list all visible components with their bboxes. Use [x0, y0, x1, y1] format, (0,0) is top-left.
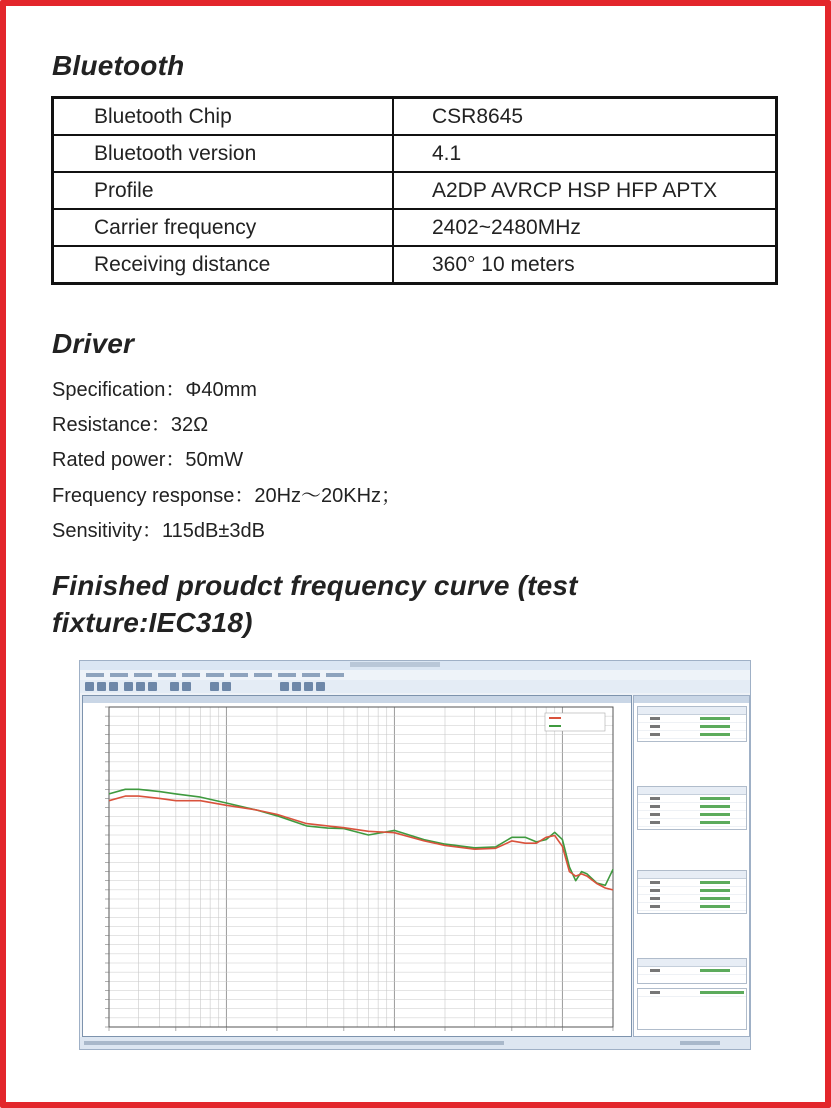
spec-value: 2402~2480MHz — [393, 209, 777, 246]
curve-heading-line2: fixture:IEC318) — [52, 607, 253, 638]
plot-window — [82, 695, 632, 1037]
window-statusbar — [80, 1037, 750, 1049]
driver-spec-line: Specification：Φ40mm — [52, 379, 257, 401]
spec-value: 4.1 — [393, 135, 777, 172]
spec-label: Receiving distance — [53, 246, 394, 284]
table-row — [53, 98, 777, 136]
table-row — [53, 246, 777, 284]
driver-spec-line: Resistance：32Ω — [52, 414, 209, 436]
spec-label: Profile — [53, 172, 394, 209]
frequency-curve-screenshot — [79, 660, 751, 1050]
driver-spec-line: Frequency response：20Hz～20KHz； — [52, 485, 402, 507]
spec-value: A2DP AVRCP HSP HFP APTX — [393, 172, 777, 209]
data-panel — [637, 870, 747, 914]
spec-label: Bluetooth Chip — [53, 98, 394, 136]
window-toolbar — [80, 680, 750, 693]
table-row — [53, 172, 777, 209]
plot-frame — [109, 707, 613, 1027]
frequency-response-chart — [83, 703, 631, 1036]
window-menubar — [80, 670, 750, 680]
series-line-green — [109, 789, 613, 885]
curve-heading-line1: Finished proudct frequency curve (test — [52, 570, 578, 601]
driver-spec-line: Rated power：50mW — [52, 449, 244, 471]
bluetooth-spec-table — [51, 96, 778, 285]
driver-heading: Driver — [52, 328, 135, 359]
spec-value: CSR8645 — [393, 98, 777, 136]
data-panel — [637, 706, 747, 742]
window-titlebar — [80, 661, 750, 670]
bluetooth-heading: Bluetooth — [52, 50, 185, 81]
data-panel — [637, 988, 747, 1030]
spec-label: Carrier frequency — [53, 209, 394, 246]
data-panel — [637, 958, 747, 984]
measurement-side-panel — [633, 695, 750, 1037]
spec-label: Bluetooth version — [53, 135, 394, 172]
driver-spec-line: Sensitivity：115dB±3dB — [52, 520, 265, 542]
legend-box — [545, 713, 605, 731]
data-panel — [637, 786, 747, 830]
series-line-red — [109, 796, 613, 890]
table-row — [53, 209, 777, 246]
spec-value: 360° 10 meters — [393, 246, 777, 284]
table-row — [53, 135, 777, 172]
